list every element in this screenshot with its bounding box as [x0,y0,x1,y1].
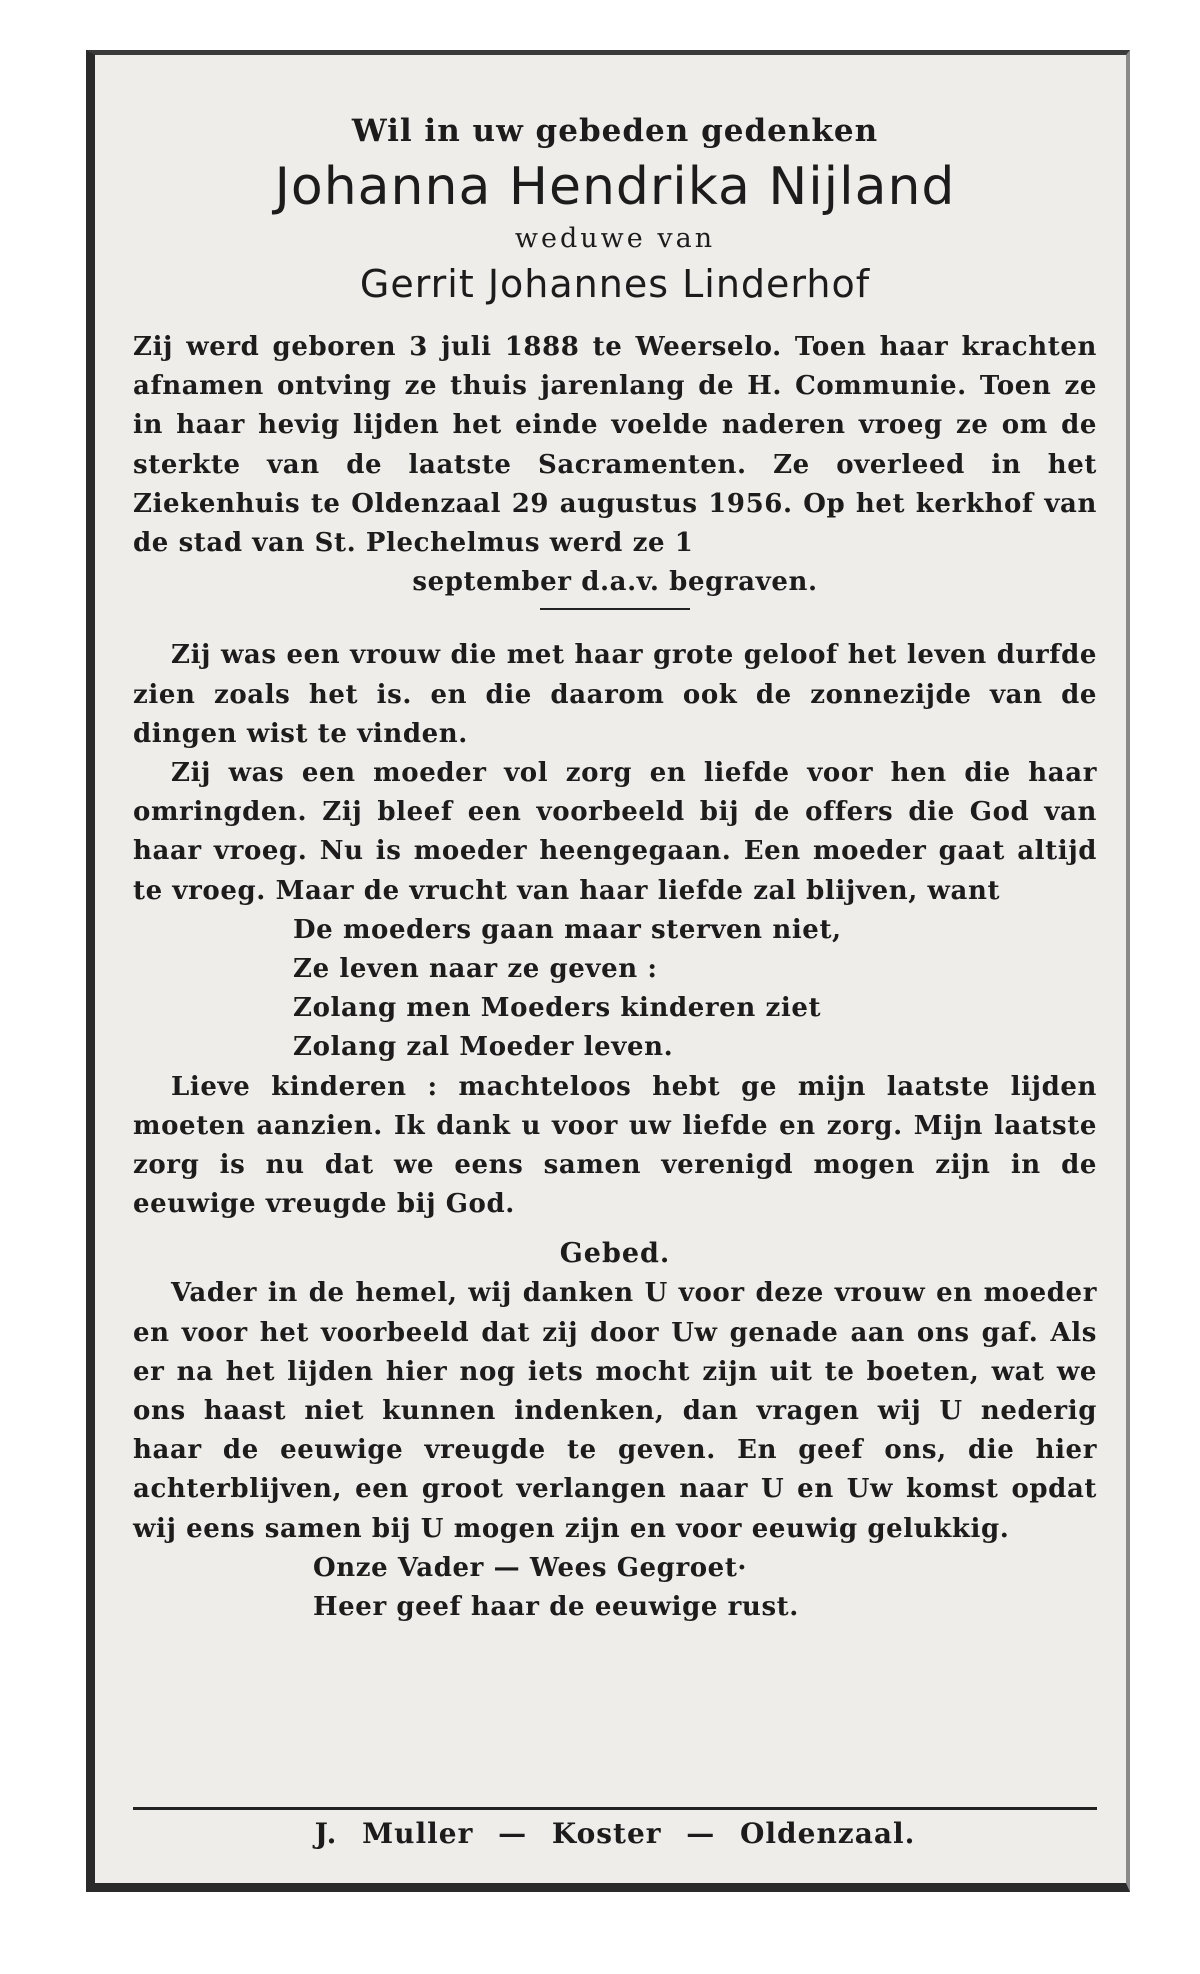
prayer-heading: Gebed. [559,1238,671,1270]
memorial-card [86,50,1130,1892]
intro-line: Wil in uw gebeden gedenken [351,113,879,149]
prayer-closing [133,1549,1097,1627]
relation-line: weduwe van [514,223,716,254]
closing-line: Heer geef haar de eeuwige rust. [313,1592,799,1623]
children-message: Lieve kinderen : machteloos hebt ge mijn laatste lijden moeten aanzien. Ik dank u voor uw liefde en zorg. Mijn laatste zorg is nu dat we eens samen verenigd mogen zijn in de eeuwige vreugde bij God. [133,1071,1097,1220]
footer-rule [133,1807,1097,1810]
closing-line: Onze Vader — Wees Gegroet· [313,1552,748,1583]
card-content [133,95,1097,1850]
biography-paragraph: Zij werd geboren 3 juli 1888 te Weerselo. Toen haar krachten afnamen ontving ze thuis jarenlang de H. Communie. Toen ze in haar hevig lijden het einde voelde naderen vroeg ze om de sterkte van de laatste Sacramenten. Ze overleed in het Ziekenhuis te Oldenzaal 29 augustus 1956. Op het kerkhof van de stad van St. Plechelmus werd ze 1 [133,332,1097,559]
printer-line: J. Muller — Koster — Oldenzaal. [314,1817,916,1850]
mother-paragraph: Zij was een moeder vol zorg en liefde voor hen die haar omringden. Zij bleef een voorbeeld bij de offers die God van haar vroeg. Nu is moeder heengegaan. Een moeder gaat altijd te vroeg. Maar de vrucht van haar liefde zal blijven, want [133,758,1097,906]
prayer-text: Vader in de hemel, wij danken U voor deze vrouw en moeder en voor het voorbeeld dat zij door Uw genade aan ons gaf. Als er na het lijden hier nog iets mocht zijn uit te boeten, wat we ons haast niet kunnen indenken, dan vragen wij U nederig haar de eeuwige vreugde te geven. En geef ons, die hier achterblijven, een groot verlangen naar U en Uw komst opdat wij eens samen bij U mogen zijn en voor eeuwig gelukkig. [133,1278,1097,1544]
poem-line: Ze leven naar ze geven : [293,954,658,985]
poem-line: Zolang men Moeders kinderen ziet [293,993,822,1024]
husband-name: Gerrit Johannes Linderhof [359,262,871,306]
biography-last-line: september d.a.v. begraven. [412,567,818,598]
poem-line: De moeders gaan maar sterven niet, [293,914,842,945]
section-divider [540,608,690,610]
reflection-paragraph: Zij was een vrouw die met haar grote geloof het leven durfde zien zoals het is. en die daarom ook de zonnezijde van de dingen wist te vinden. [133,640,1097,749]
deceased-name: Johanna Hendrika Nijland [274,157,956,217]
poem [133,911,1097,1068]
poem-line: Zolang zal Moeder leven. [293,1032,674,1063]
